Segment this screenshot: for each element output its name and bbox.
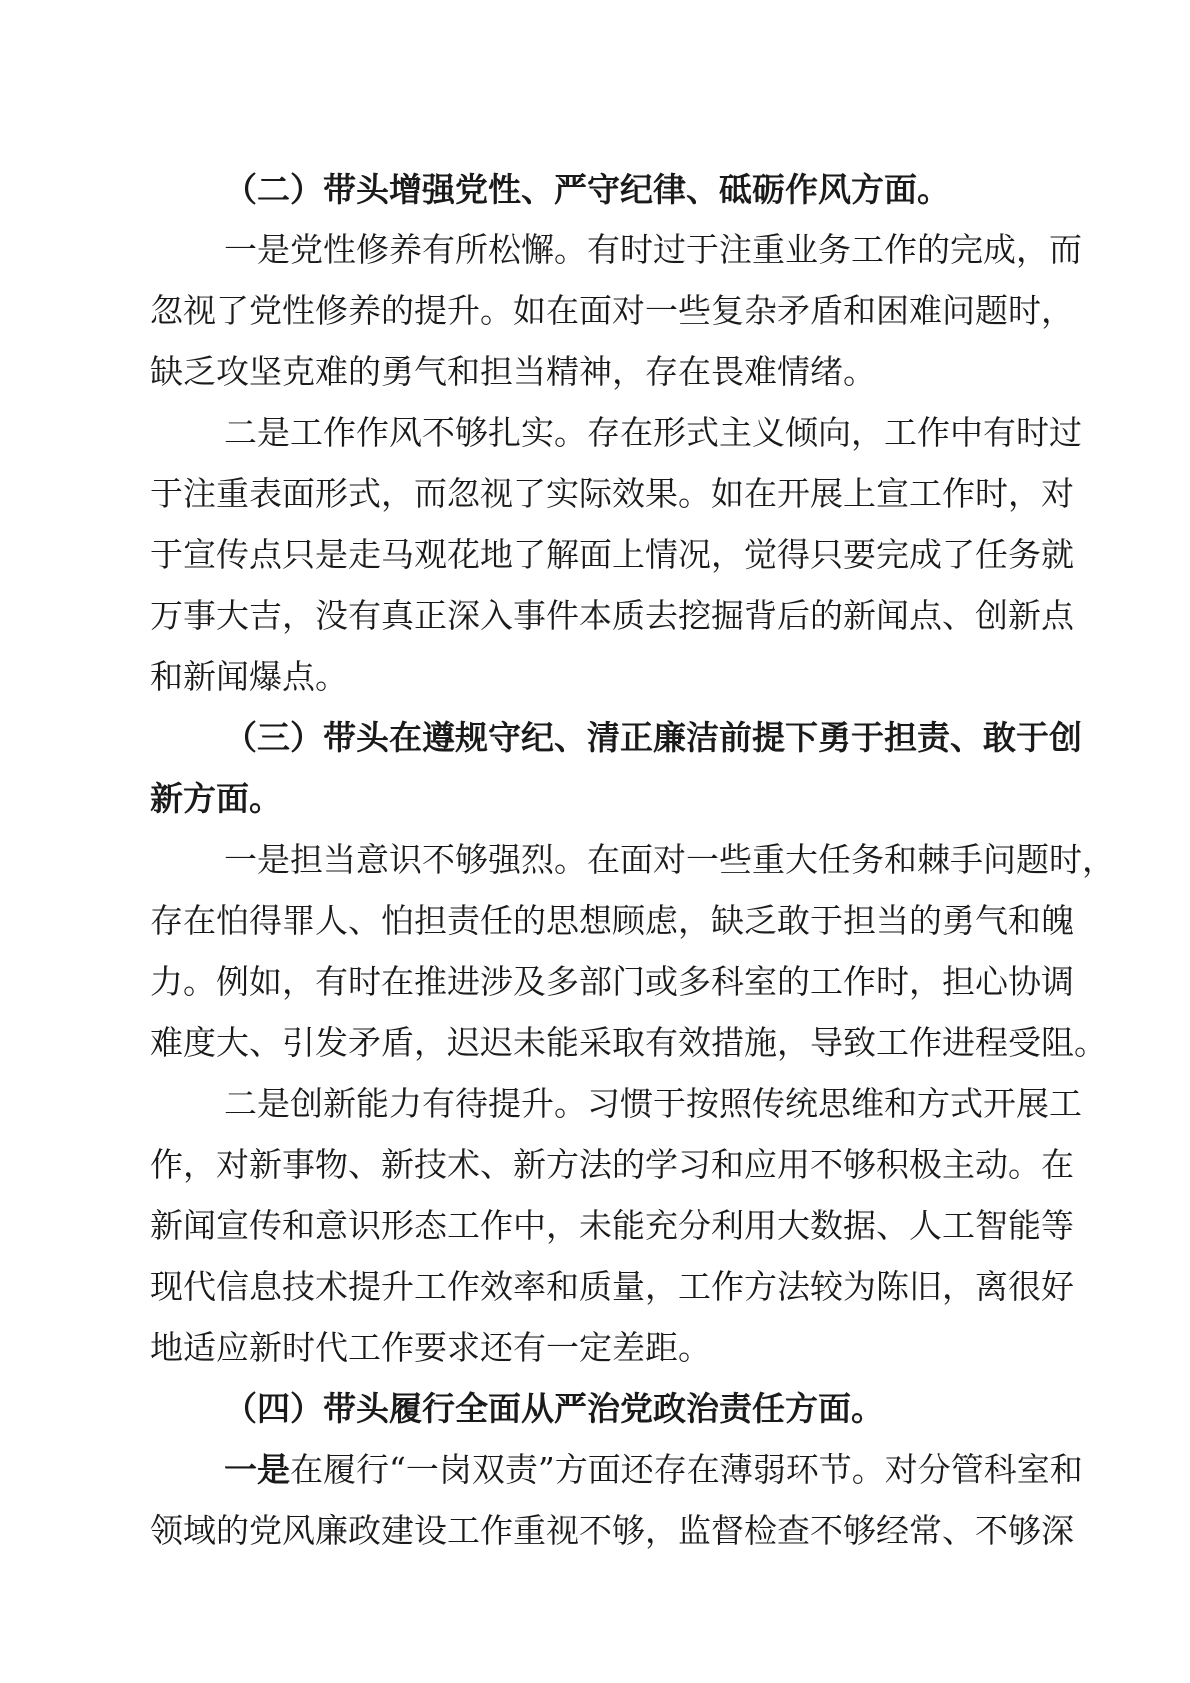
paragraph-line: 新闻宣传和意识形态工作中，未能充分利用大数据、人工智能等 [150, 1206, 1074, 1245]
paragraph-line: 万事大吉，没有真正深入事件本质去挖掘背后的新闻点、创新点 [150, 596, 1074, 635]
paragraph-line: 二是工作作风不够扎实。存在形式主义倾向，工作中有时过 [224, 413, 1082, 452]
paragraph-line: 忽视了党性修养的提升。如在面对一些复杂矛盾和困难问题时， [150, 291, 1074, 330]
paragraph-line: 和新闻爆点。 [150, 657, 348, 696]
paragraph-lead: 一是 [224, 1450, 290, 1489]
section-heading-2: （二）带头增强党性、严守纪律、砥砺作风方面。 [224, 170, 950, 209]
section-heading-3-cont: 新方面。 [150, 779, 282, 818]
paragraph-line: 领域的党风廉政建设工作重视不够，监督检查不够经常、不够深 [150, 1511, 1074, 1550]
paragraph-line [224, 1440, 1083, 1500]
paragraph-line: 一是党性修养有所松懈。有时过于注重业务工作的完成，而 [224, 230, 1082, 269]
paragraph-line: 作，对新事物、新技术、新方法的学习和应用不够积极主动。在 [150, 1145, 1074, 1184]
paragraph-line: 于宣传点只是走马观花地了解面上情况，觉得只要完成了任务就 [150, 535, 1074, 574]
paragraph-text: 在履行“一岗双责”方面还存在薄弱环节。对分管科室和 [290, 1450, 1083, 1489]
paragraph-line: 一是担当意识不够强烈。在面对一些重大任务和棘手问题时， [224, 840, 1115, 879]
paragraph-line: 存在怕得罪人、怕担责任的思想顾虑，缺乏敢于担当的勇气和魄 [150, 901, 1074, 940]
section-heading-4: （四）带头履行全面从严治党政治责任方面。 [224, 1389, 884, 1428]
paragraph-line: 于注重表面形式，而忽视了实际效果。如在开展上宣工作时，对 [150, 474, 1074, 513]
section-heading-3: （三）带头在遵规守纪、清正廉洁前提下勇于担责、敢于创 [224, 718, 1082, 757]
paragraph-line: 难度大、引发矛盾，迟迟未能采取有效措施，导致工作进程受阻。 [150, 1023, 1107, 1062]
paragraph-line: 现代信息技术提升工作效率和质量，工作方法较为陈旧，离很好 [150, 1267, 1074, 1306]
paragraph-line: 缺乏攻坚克难的勇气和担当精神，存在畏难情绪。 [150, 352, 876, 391]
paragraph-line: 力。例如，有时在推进涉及多部门或多科室的工作时，担心协调 [150, 962, 1074, 1001]
paragraph-line: 二是创新能力有待提升。习惯于按照传统思维和方式开展工 [224, 1084, 1082, 1123]
paragraph-line: 地适应新时代工作要求还有一定差距。 [150, 1328, 711, 1367]
